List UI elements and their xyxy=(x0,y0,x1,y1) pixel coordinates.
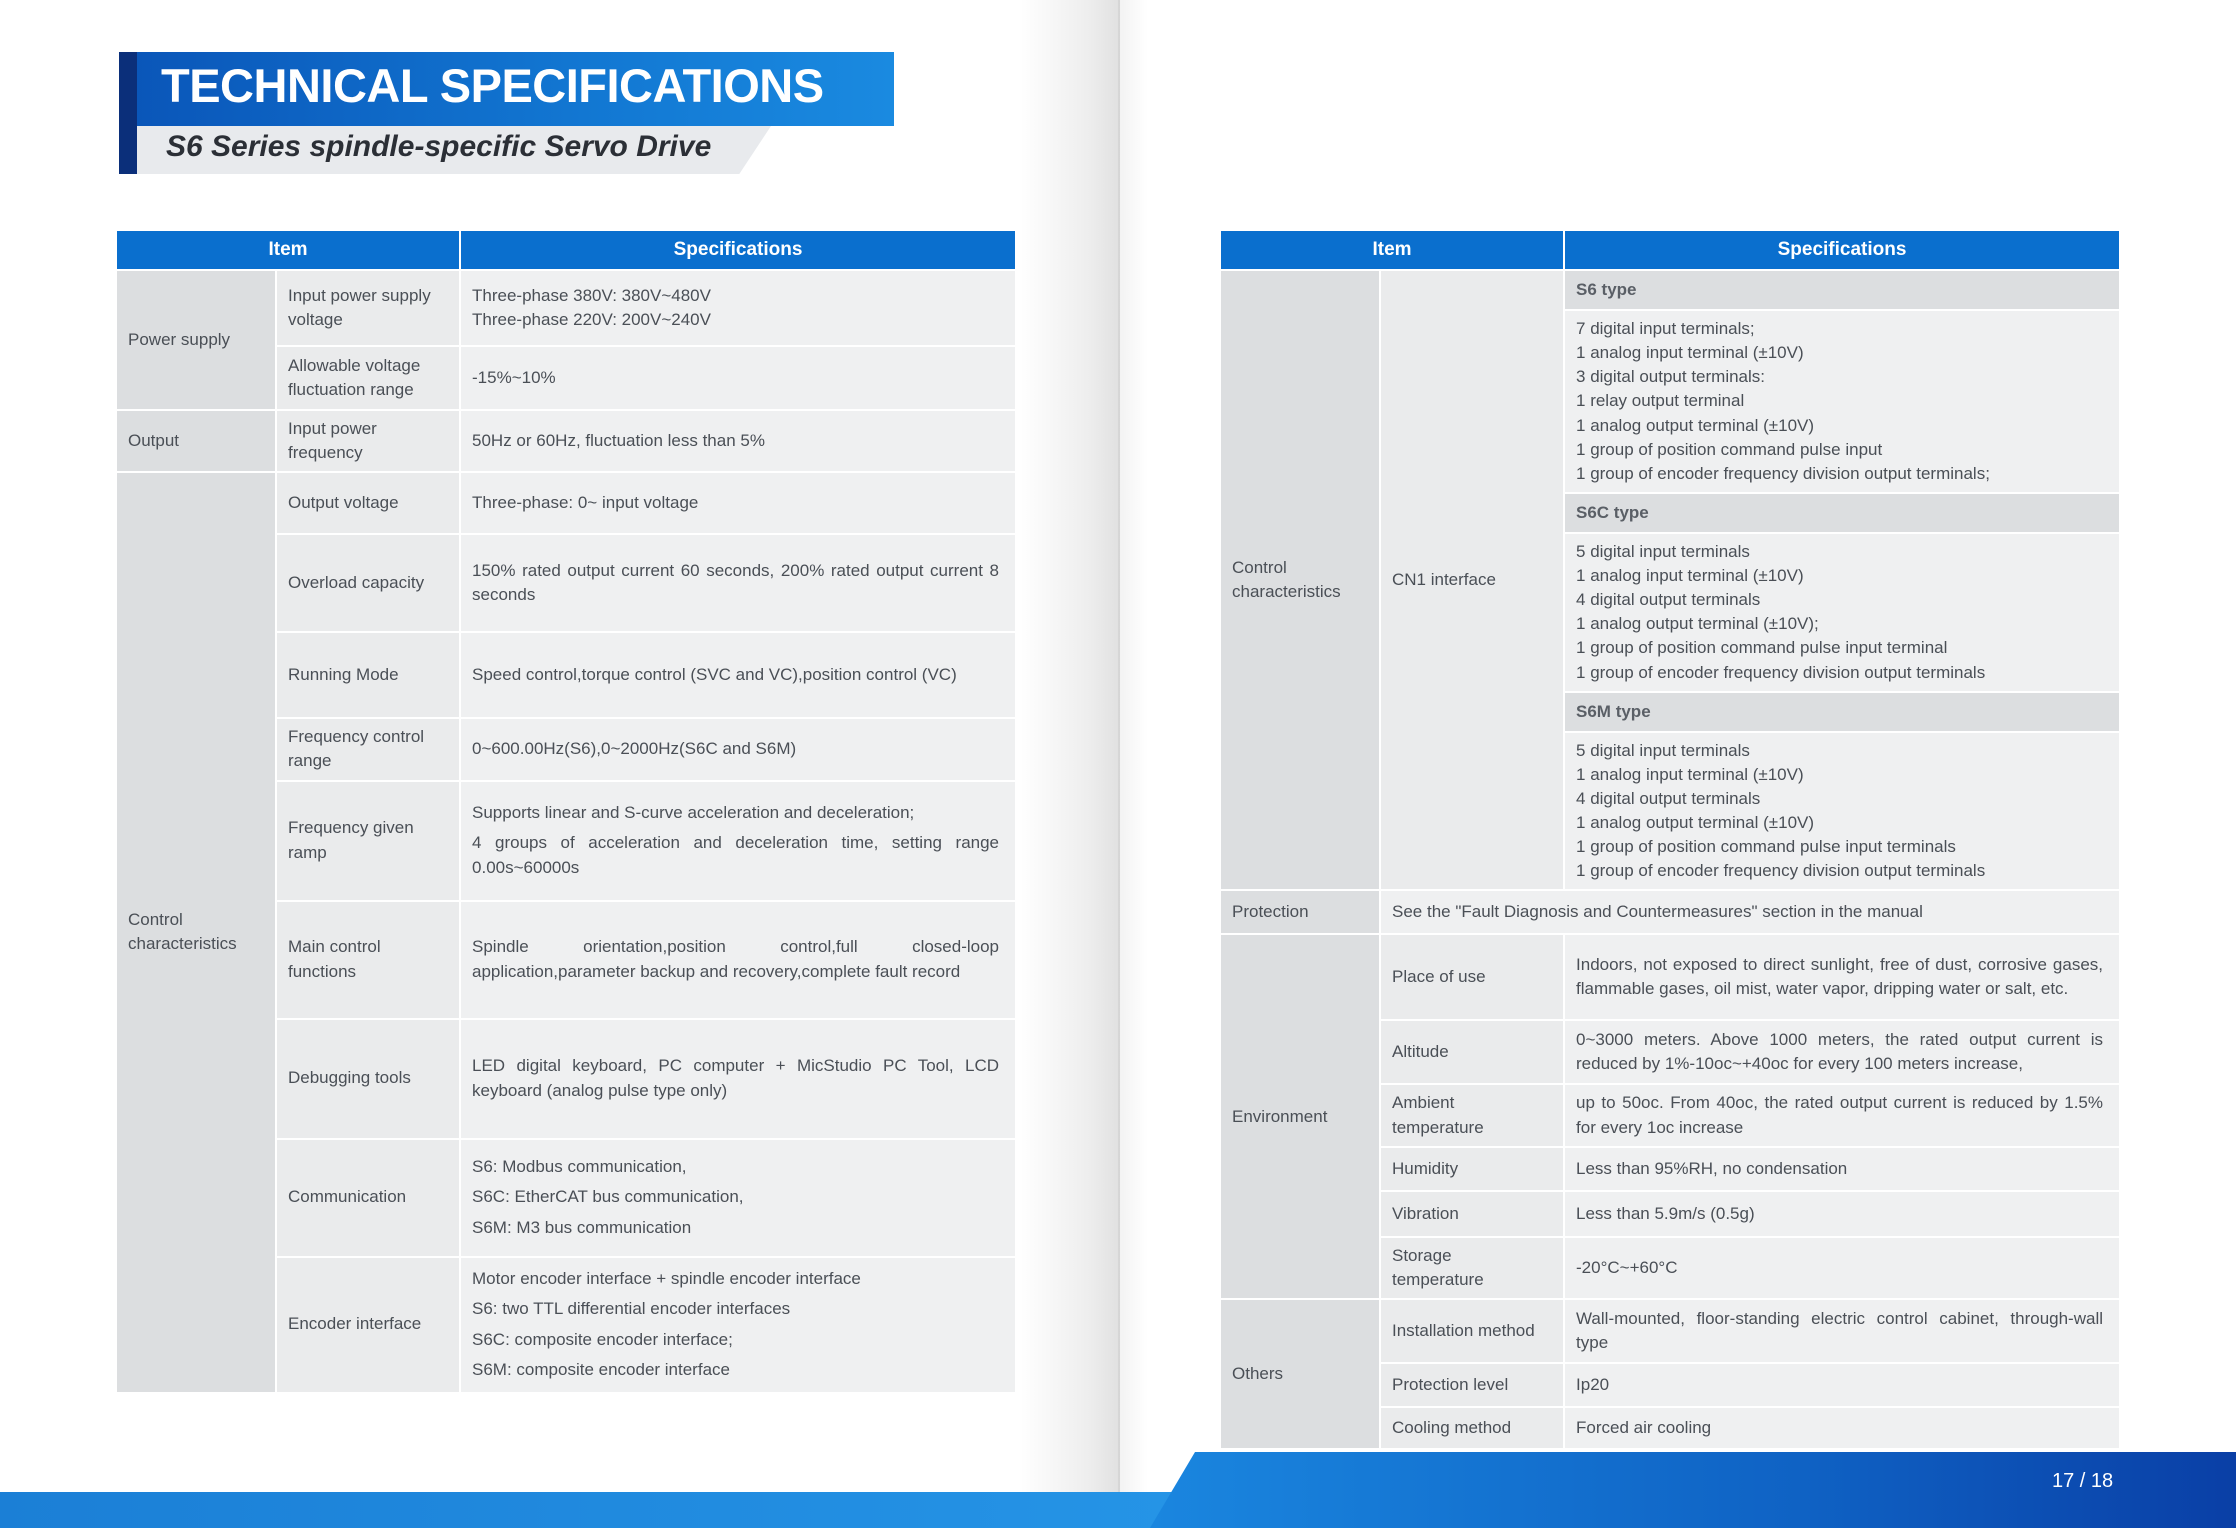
table-header-row xyxy=(1221,231,2119,269)
table-row xyxy=(1221,271,2119,309)
table-row xyxy=(117,271,1015,345)
page-spine-shadow xyxy=(1020,0,1120,1528)
value-line: 1 analog output terminal (±10V) xyxy=(1576,415,1815,435)
row-value: 0~3000 meters. Above 1000 meters, the rated output current is reduced by 1%-10oc~+40oc for every 100 meters increase, xyxy=(1565,1021,2119,1083)
value-line: Supports linear and S-curve acceleration and deceleration; xyxy=(472,803,915,823)
row-item: Altitude xyxy=(1381,1021,1563,1083)
footer-bar-left xyxy=(0,1492,1180,1528)
table-row xyxy=(117,411,1015,471)
row-value: Indoors, not exposed to direct sunlight, free of dust, corrosive gases, flammable gases, oil mist, water vapor, dripping water or salt, etc. xyxy=(1565,935,2119,1019)
header-specifications: Specifications xyxy=(461,231,1015,269)
group-control-characteristics: Control characteristics xyxy=(117,473,275,1391)
row-value: -20°C~+60°C xyxy=(1565,1238,2119,1298)
value-line: S6M: M3 bus communication xyxy=(472,1217,692,1237)
row-value: up to 50oc. From 40oc, the rated output current is reduced by 1.5% for every 1oc increase xyxy=(1565,1085,2119,1145)
row-item: Debugging tools xyxy=(277,1020,459,1138)
row-value: Less than 5.9m/s (0.5g) xyxy=(1565,1192,2119,1236)
group-power-supply: Power supply xyxy=(117,271,275,409)
row-value xyxy=(461,1258,1015,1392)
type-label-s6c: S6C type xyxy=(1565,494,2119,532)
row-item: Storage temperature xyxy=(1381,1238,1563,1298)
row-item-cn1: CN1 interface xyxy=(1381,271,1563,889)
row-value xyxy=(1565,311,2119,492)
group-environment: Environment xyxy=(1221,935,1379,1298)
row-item: Allowable voltage fluctuation range xyxy=(277,347,459,409)
value-line: S6M: composite encoder interface xyxy=(472,1359,730,1379)
row-item: Running Mode xyxy=(277,633,459,717)
row-value xyxy=(1565,534,2119,691)
row-item: Frequency control range xyxy=(277,719,459,779)
value-line: S6C: composite encoder interface; xyxy=(472,1329,733,1349)
table-row xyxy=(1221,891,2119,933)
group-output: Output xyxy=(117,411,275,471)
value-line: 1 analog output terminal (±10V) xyxy=(1576,813,1815,832)
row-item: Humidity xyxy=(1381,1148,1563,1190)
row-value xyxy=(461,1140,1015,1256)
row-value xyxy=(461,535,1015,631)
row-value: Forced air cooling xyxy=(1565,1408,2119,1448)
row-value xyxy=(461,473,1015,533)
protection-value: See the "Fault Diagnosis and Countermeasures" section in the manual xyxy=(1381,891,2119,933)
row-value xyxy=(461,782,1015,900)
table-row xyxy=(1221,1300,2119,1362)
row-item: Input power frequency xyxy=(277,411,459,471)
row-item: Installation method xyxy=(1381,1300,1563,1362)
row-item: Protection level xyxy=(1381,1364,1563,1406)
page-title: TECHNICAL SPECIFICATIONS xyxy=(161,59,824,112)
row-item: Overload capacity xyxy=(277,535,459,631)
row-item: Vibration xyxy=(1381,1192,1563,1236)
row-item: Cooling method xyxy=(1381,1408,1563,1448)
header-item: Item xyxy=(1221,231,1563,269)
row-item: Ambient temperature xyxy=(1381,1085,1563,1145)
value-line: 1 analog input terminal (±10V) xyxy=(1576,764,1804,784)
value-line: 50Hz or 60Hz, fluctuation less than 5% xyxy=(472,431,765,451)
row-item: Input power supply voltage xyxy=(277,271,459,345)
value-line: 1 analog input terminal (±10V) xyxy=(1576,343,1804,363)
value-line: 4 digital output terminals xyxy=(1576,788,1761,808)
row-item: Frequency given ramp xyxy=(277,782,459,900)
row-item: Main control functions xyxy=(277,902,459,1018)
value-line: 0~600.00Hz(S6),0~2000Hz(S6C and S6M) xyxy=(472,739,797,759)
value-line: 1 group of encoder frequency division output terminals; xyxy=(1576,463,1990,483)
value-line: 5 digital input terminals xyxy=(1576,740,1750,760)
value-line: LED digital keyboard, PC computer + MicStudio PC Tool, LCD keyboard (analog pulse type only) xyxy=(472,1056,1000,1100)
value-line: 1 group of position command pulse input terminal xyxy=(1576,638,1948,658)
value-line: Three-phase: 0~ input voltage xyxy=(472,493,699,513)
value-line: 1 group of position command pulse input terminals xyxy=(1576,837,1956,857)
row-value xyxy=(461,411,1015,471)
value-line: 1 group of position command pulse input xyxy=(1576,439,1883,459)
row-value: Ip20 xyxy=(1565,1364,2119,1406)
value-line: S6C: EtherCAT bus communication, xyxy=(472,1187,744,1207)
value-line: 1 analog output terminal (±10V); xyxy=(1576,614,1819,634)
page-subtitle: S6 Series spindle-specific Servo Drive xyxy=(166,130,712,163)
title-accent-bar xyxy=(119,52,137,174)
value-line: Speed control,torque control (SVC and VC),position control (VC) xyxy=(472,665,957,685)
value-line: 5 digital input terminals xyxy=(1576,541,1750,561)
row-value xyxy=(461,347,1015,409)
row-item: Communication xyxy=(277,1140,459,1256)
row-value xyxy=(461,719,1015,779)
type-label-s6m: S6M type xyxy=(1565,693,2119,731)
type-label-s6: S6 type xyxy=(1565,271,2119,309)
table-row xyxy=(117,473,1015,533)
header-item: Item xyxy=(117,231,459,269)
table-row xyxy=(1221,935,2119,1019)
row-value xyxy=(461,633,1015,717)
right-page-shadow xyxy=(1118,0,1148,1528)
value-line: 7 digital input terminals; xyxy=(1576,319,1755,338)
value-line: 1 analog input terminal (±10V) xyxy=(1576,566,1804,585)
value-line: 1 group of encoder frequency division output terminals xyxy=(1576,662,1986,682)
value-line: 1 group of encoder frequency division output terminals xyxy=(1576,861,1986,881)
value-line: Three-phase 220V: 200V~240V xyxy=(472,310,711,329)
row-item: Place of use xyxy=(1381,935,1563,1019)
value-line: Three-phase 380V: 380V~480V xyxy=(472,285,711,305)
value-line: Motor encoder interface + spindle encoder interface xyxy=(472,1269,861,1289)
value-line: S6: Modbus communication, xyxy=(472,1157,687,1177)
table-header-row xyxy=(117,231,1015,269)
value-line: 3 digital output terminals: xyxy=(1576,367,1766,387)
group-protection: Protection xyxy=(1221,891,1379,933)
row-value: Wall-mounted, floor-standing electric control cabinet, through-wall type xyxy=(1565,1300,2119,1362)
value-line: 1 relay output terminal xyxy=(1576,391,1745,411)
right-spec-table xyxy=(1219,229,2121,1450)
row-value xyxy=(461,271,1015,345)
value-line: 150% rated output current 60 seconds, 200% rated output current 8 seconds xyxy=(472,561,1000,605)
left-spec-table xyxy=(115,229,1017,1394)
group-others: Others xyxy=(1221,1300,1379,1448)
value-line: 4 groups of acceleration and deceleration time, setting range 0.00s~60000s xyxy=(472,833,1000,877)
page-number: 17 / 18 xyxy=(2052,1470,2114,1492)
value-line: 4 digital output terminals xyxy=(1576,590,1761,610)
value-line: Spindle orientation,position control,full closed-loop application,parameter backup and recovery,complete fault record xyxy=(472,937,1000,981)
row-value: Less than 95%RH, no condensation xyxy=(1565,1148,2119,1190)
value-line: S6: two TTL differential encoder interfaces xyxy=(472,1299,791,1319)
group-control-characteristics: Control characteristics xyxy=(1221,271,1379,889)
row-value xyxy=(461,902,1015,1018)
row-item: Output voltage xyxy=(277,473,459,533)
row-item: Encoder interface xyxy=(277,1258,459,1392)
header-specifications: Specifications xyxy=(1565,231,2119,269)
value-line: -15%~10% xyxy=(472,367,556,387)
row-value xyxy=(1565,733,2119,890)
row-value xyxy=(461,1020,1015,1138)
